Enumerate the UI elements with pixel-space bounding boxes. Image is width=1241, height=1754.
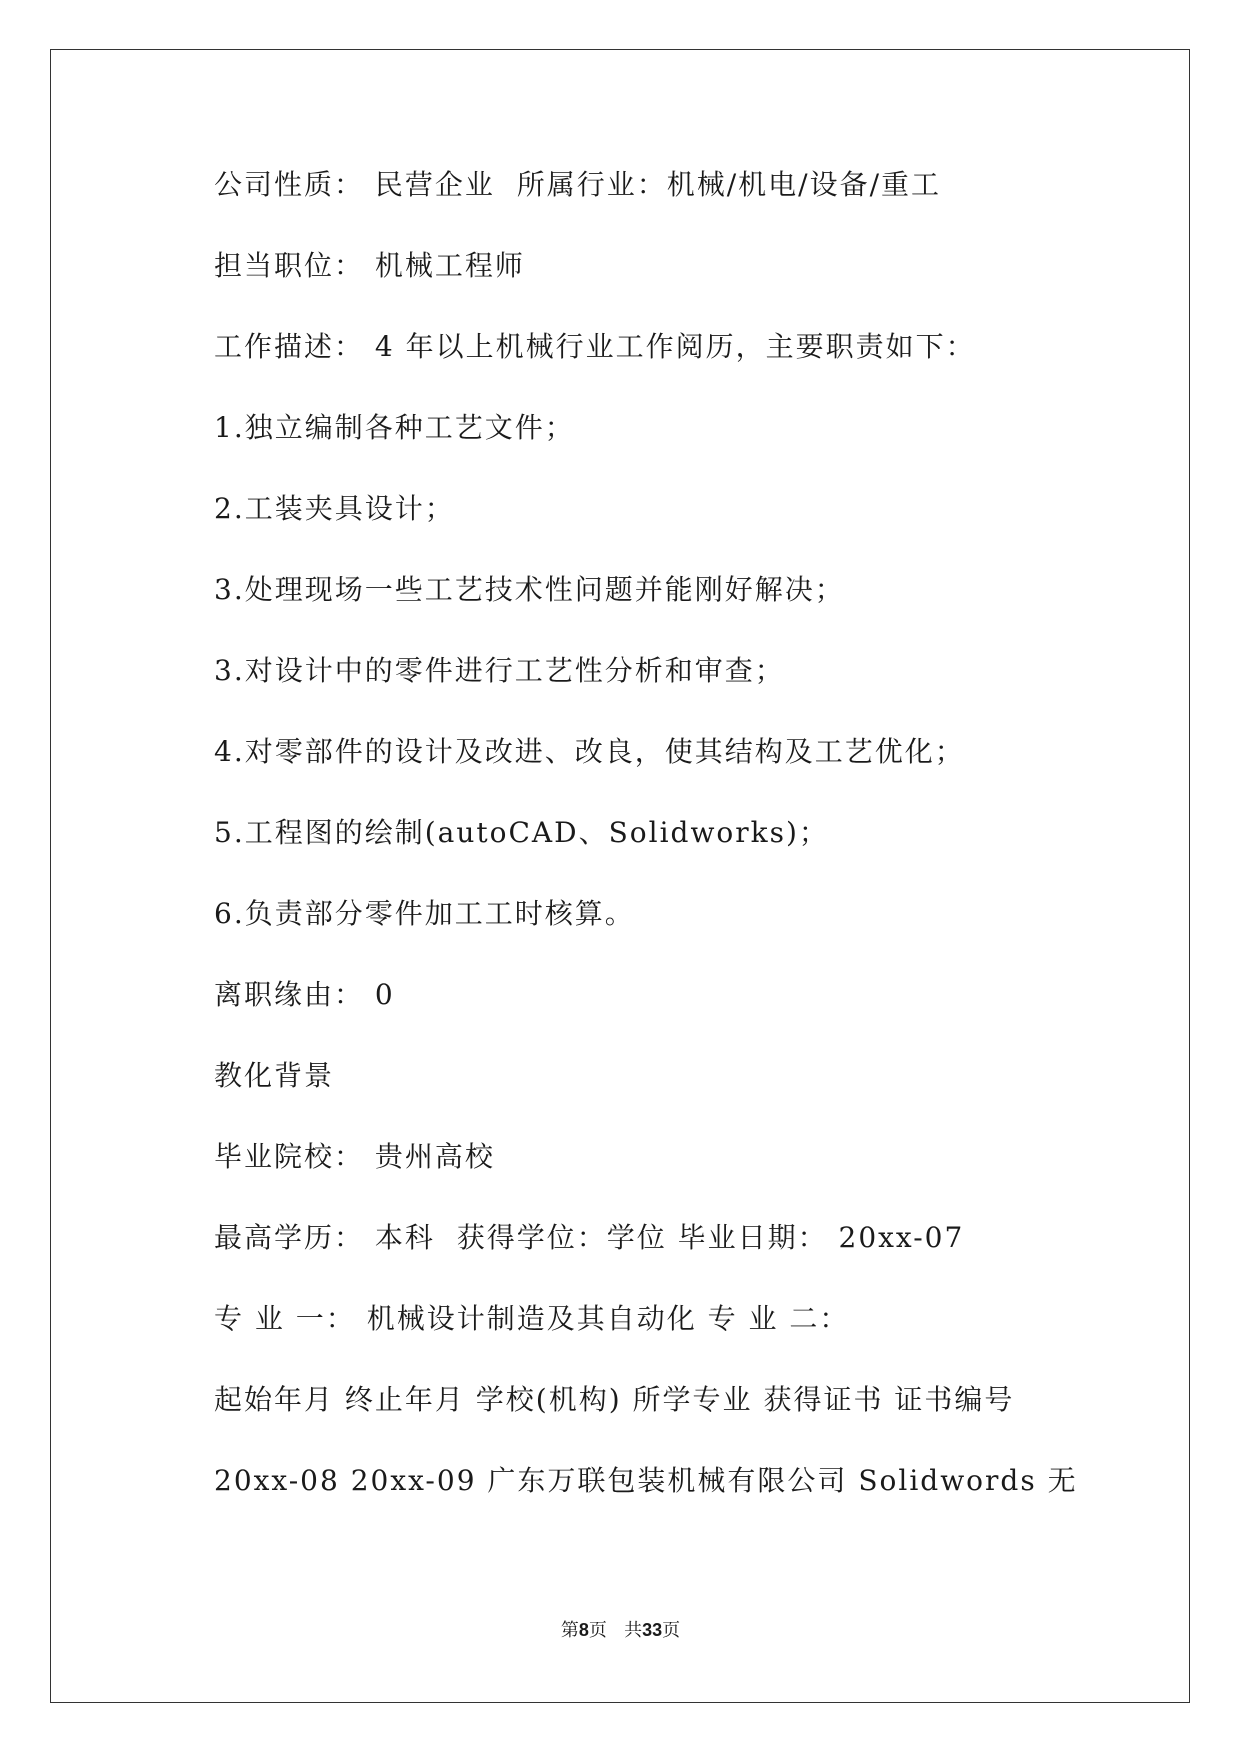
degree-line: 最高学历： 本科 获得学位：学位 毕业日期： 20xx-07 — [214, 1221, 965, 1254]
duty-item-2: 2.工装夹具设计； — [214, 492, 455, 525]
footer-page-suffix: 页 — [588, 1620, 607, 1641]
training-row-line: 20xx-08 20xx-09 广东万联包装机械有限公司 Solidwords 无 — [214, 1464, 1078, 1497]
document-body — [214, 165, 1134, 1542]
footer-total-pages: 33 — [642, 1620, 663, 1640]
duty-item-3b: 3.对设计中的零件进行工艺性分析和审查； — [214, 654, 785, 687]
footer-page-number: 8 — [578, 1620, 589, 1640]
footer-total-suffix: 页 — [662, 1620, 681, 1641]
education-heading: 教化背景 — [214, 1059, 335, 1092]
footer-total-prefix: 共 — [624, 1620, 643, 1641]
duty-item-6: 6.负责部分零件加工工时核算。 — [214, 897, 635, 930]
leave-reason-line: 离职缘由： 0 — [214, 978, 395, 1011]
school-line: 毕业院校： 贵州高校 — [214, 1140, 495, 1173]
duty-item-3a: 3.处理现场一些工艺技术性问题并能刚好解决； — [214, 573, 845, 606]
training-header-line: 起始年月 终止年月 学校(机构) 所学专业 获得证书 证书编号 — [214, 1383, 1015, 1416]
major-line: 专 业 一： 机械设计制造及其自动化 专 业 二： — [214, 1302, 850, 1335]
duty-item-5: 5.工程图的绘制(autoCAD、Solidworks)； — [214, 816, 829, 849]
footer-page-prefix: 第 — [560, 1620, 579, 1641]
position-line: 担当职位： 机械工程师 — [214, 249, 525, 282]
page-footer — [0, 1618, 1241, 1643]
duty-item-1: 1.独立编制各种工艺文件； — [214, 411, 575, 444]
company-nature-line: 公司性质： 民营企业 所属行业：机械/机电/设备/重工 — [214, 168, 942, 201]
duty-item-4: 4.对零部件的设计及改进、改良，使其结构及工艺优化； — [214, 735, 965, 768]
job-description-line: 工作描述： 4 年以上机械行业工作阅历，主要职责如下： — [214, 330, 976, 363]
